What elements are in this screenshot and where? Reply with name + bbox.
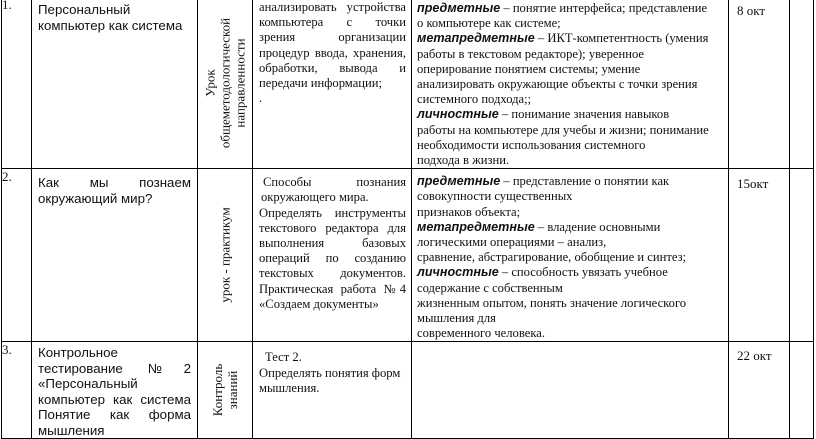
result-text: признаков объекта; [417,204,521,219]
row-number: 1. [2,0,32,169]
content-text: анализировать устройства компьютера с точки зрения организации процедур ввода, хранения, обработки, вывода и передачи информации; . [259,0,406,106]
result-text: совокупности существенных [417,189,573,204]
result-text: – владение основными [534,219,661,234]
result-text: – понятие интерфейса; представление [500,1,708,15]
result-text: логическими операциями – анализ, [417,235,607,250]
result-line [417,153,724,168]
result-text: сравнение, абстрагирование, обобщение и синтез; [417,250,687,265]
results-text [412,0,728,168]
result-line [417,250,724,265]
content-cell [253,0,412,169]
lesson-type-cell [198,169,253,342]
topic-cell [32,0,198,169]
results-cell [412,169,729,342]
content-cell [253,169,412,342]
lesson-type-cell [198,342,253,439]
lesson-plan-table [1,0,814,439]
result-line [417,311,724,326]
result-text: – понимание значения навыков [498,107,670,122]
result-line [417,123,724,138]
result-text: подхода в жизни. [417,153,510,168]
content-cell [253,342,412,439]
result-line [417,281,724,296]
date-text: 8 окт [737,3,766,18]
content-text: Способы познания окружающего мира. Определять инструменты текстового редактора для выполнения базовых операций по созданию текстовых документов. Практическая работа №4 «Создаем документы» [259,175,406,311]
empty-cell [790,0,814,169]
result-line [417,326,724,341]
result-text: – представление о понятии как [500,174,670,189]
result-line [417,189,724,204]
date-cell [729,169,790,342]
result-line [417,265,724,280]
result-keyword: личностные [417,107,499,122]
result-line [417,205,724,220]
date-text: 22 окт [737,348,772,364]
result-keyword: предметные [417,174,501,189]
result-text: оперирование понятием системы; умение [417,61,641,76]
result-text: – ИКТ-компетентность (умения [534,31,709,46]
result-text: работы на компьютере для учебы и жизни; понимание [417,122,709,137]
result-line [417,296,724,311]
row-number: 2. [2,169,32,342]
results-cell [412,0,729,169]
table-row [2,0,814,169]
result-keyword: метапредметные [417,219,535,234]
results-text [412,169,728,341]
topic-cell [32,169,198,342]
result-line [417,16,724,31]
empty-cell [790,342,814,439]
result-line [417,138,724,153]
row-number: 3. [2,342,32,439]
result-text: о компьютере как системе; [417,16,561,31]
result-text: мышления для [417,311,496,326]
result-line [417,235,724,250]
lesson-type-label: Урок общеметодологической направленности [202,17,248,148]
result-text: современного человека. [417,326,545,341]
result-line [417,107,724,122]
results-cell [412,342,729,439]
lesson-type-label: Контроль знаний [210,364,240,417]
result-line [417,92,724,107]
topic-text: Как мы познаем окружающий мир? [38,175,191,206]
result-line [417,1,724,16]
table-row [2,342,814,439]
result-keyword: предметные [417,1,501,15]
result-line [417,47,724,62]
result-text: анализировать окружающие объекты с точки зрения [417,77,698,92]
result-line [417,77,724,92]
result-keyword: личностные [417,265,499,280]
result-line [417,62,724,77]
topic-text: Персональный компьютер как система [38,2,183,33]
date-cell [729,342,790,439]
empty-cell [790,169,814,342]
result-text: работы в текстовом редакторе); уверенное [417,46,644,61]
result-text: содержание с собственным [417,280,563,295]
result-text: – способность увязать учебное [498,265,668,280]
date-cell [729,0,790,169]
result-line [417,220,724,235]
lesson-type-cell [198,0,253,169]
result-text: жизненным опытом, понять значение логического [417,295,687,310]
content-text: Тест 2. Определять понятия форм мышления. [259,350,401,395]
result-line [417,31,724,46]
lesson-type-label: урок - практикум [217,207,233,304]
result-text: необходимости использования системного [417,137,646,152]
topic-cell [32,342,198,439]
table-row [2,169,814,342]
result-keyword: метапредметные [417,31,535,46]
result-line [417,174,724,189]
date-text: 15окт [737,176,769,192]
topic-text: Контрольное тестирование №2 «Персональный компьютер как система Понятие как форма мышления [38,345,191,438]
result-text: системного подхода;; [417,92,532,107]
